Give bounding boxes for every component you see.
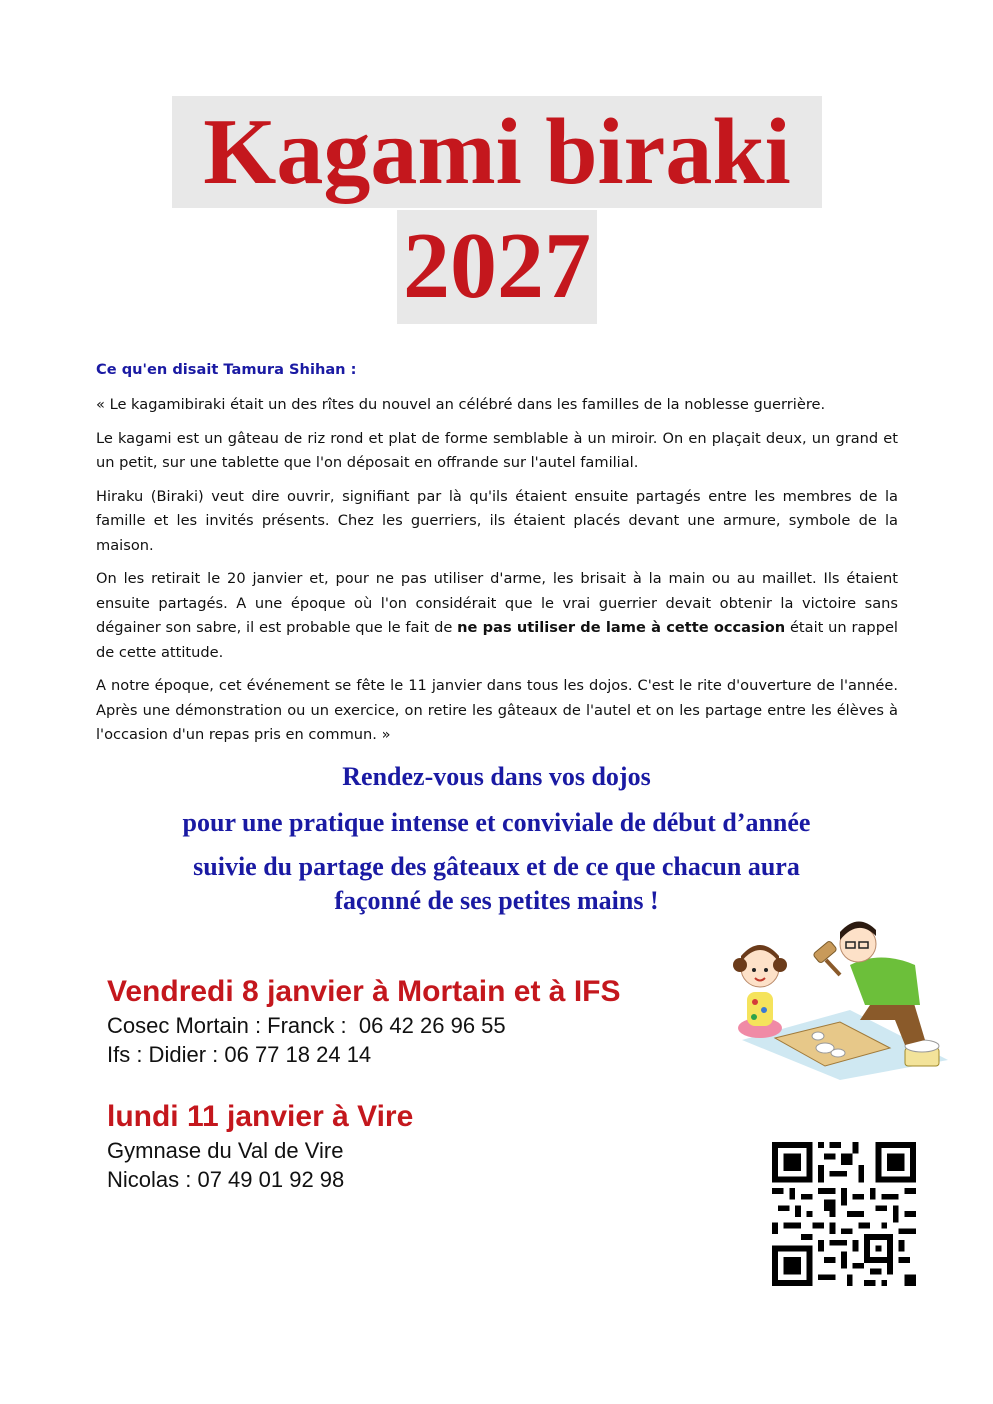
page-title-line-1: Kagami biraki bbox=[172, 96, 822, 208]
paragraph-2: Le kagami est un gâteau de riz rond et plat de forme semblable à un miroir. On en plaçait deux, un grand et un petit, sur une tablette que l'on déposait en offrande sur l'autel familial. bbox=[96, 429, 898, 471]
paragraph-3: Hiraku (Biraki) veut dire ouvrir, signifiant par là qu'ils étaient ensuite partagés entre les membres de la famille et les invités présents. Chez les guerriers, ils étaient placés devant une armure, symbole de la maison. bbox=[96, 487, 898, 554]
event-1-contact-1: Cosec Mortain : Franck : 06 42 26 96 55 bbox=[107, 1013, 506, 1038]
paragraph-4 bbox=[96, 567, 898, 665]
invitation-line-1: Rendez-vous dans vos dojos bbox=[342, 762, 651, 791]
quote-body bbox=[96, 393, 898, 757]
quote-label: Ce qu'en disait Tamura Shihan : bbox=[96, 361, 357, 378]
paragraph-4-bold: ne pas utiliser de lame à cette occasion bbox=[457, 619, 786, 636]
invitation-line-4: façonné de ses petites mains ! bbox=[334, 886, 659, 915]
event-2-venue: Gymnase du Val de Vire bbox=[107, 1138, 344, 1163]
qr-code bbox=[772, 1142, 916, 1286]
paragraph-4-end: était un rappel de cette attitude. bbox=[96, 619, 898, 661]
invitation-line-3: suivie du partage des gâteaux et de ce que chacun aura bbox=[193, 852, 800, 881]
kagami-biraki-illustration bbox=[730, 910, 950, 1080]
page-title-line-2: 2027 bbox=[397, 210, 597, 324]
event-1-contact-2: Ifs : Didier : 06 77 18 24 14 bbox=[107, 1042, 372, 1067]
paragraph-4-start: On les retirait le 20 janvier et, pour ne pas utiliser d'arme, les brisait à la main ou au maillet. Ils étaient ensuite partagés. A une époque où l'on considérait que le vrai guerrier devait obtenir la victoire sans dégainer son sabre, il est probable que le fait de bbox=[96, 570, 898, 636]
paragraph-5: A notre époque, cet événement se fête le 11 janvier dans tous les dojos. C'est le rite d'ouverture de l'année. Après une démonstration ou un exercice, on retire les gâteaux de l'autel et on les partage entre les élèves à l'occasion d'un repas pris en commun. » bbox=[96, 677, 898, 743]
event-2-contact: Nicolas : 07 49 01 92 98 bbox=[107, 1167, 345, 1192]
invitation-line-2: pour une pratique intense et conviviale de début d’année bbox=[182, 808, 811, 837]
paragraph-1: « Le kagamibiraki était un des rîtes du nouvel an célébré dans les familles de la noblesse guerrière. bbox=[96, 396, 826, 413]
event-1-title: Vendredi 8 janvier à Mortain et à IFS bbox=[107, 975, 621, 1008]
event-2-title: lundi 11 janvier à Vire bbox=[107, 1100, 414, 1133]
